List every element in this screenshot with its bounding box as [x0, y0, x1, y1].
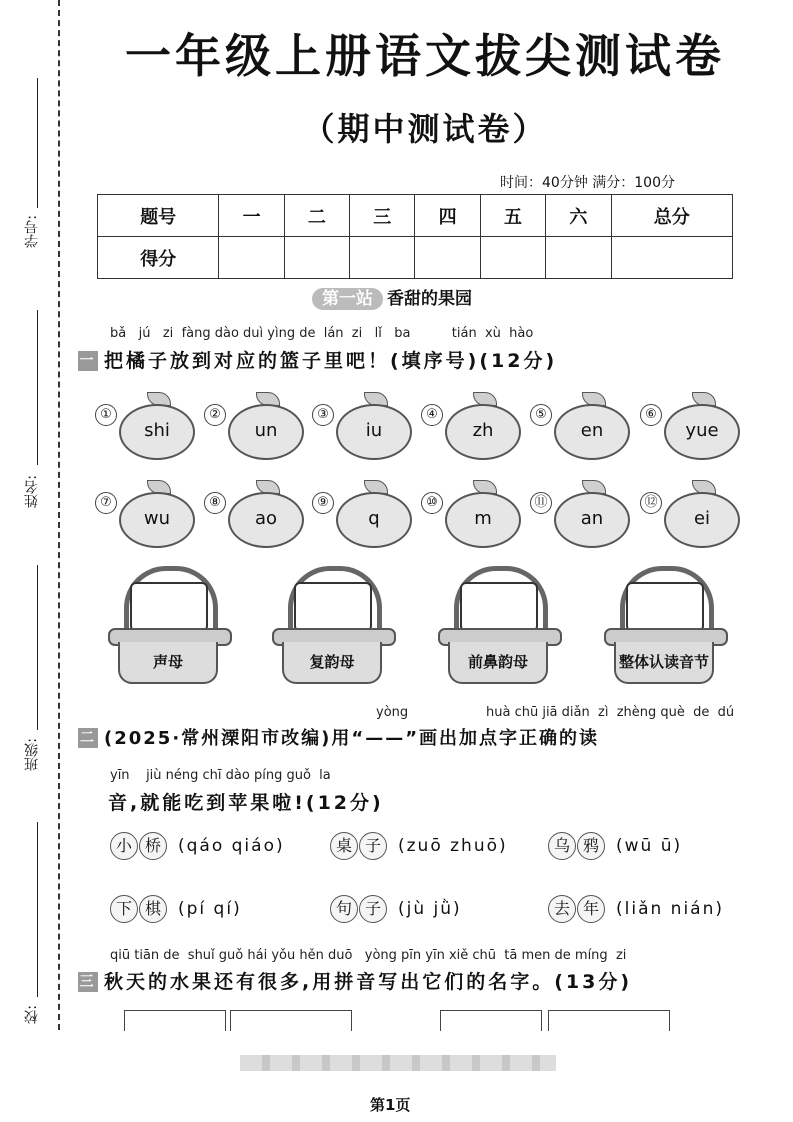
orange-syllable: ao	[228, 492, 304, 548]
pinyin-options[interactable]: (pí qí)	[178, 899, 242, 919]
orange-item	[530, 480, 638, 552]
leaf-word-item	[110, 895, 242, 923]
blurred-watermark	[240, 1055, 556, 1071]
class-line	[37, 565, 38, 730]
basket	[438, 566, 558, 686]
basket	[108, 566, 228, 686]
word-char: 句	[330, 895, 358, 923]
page-number: 第1页	[370, 1096, 411, 1114]
word-char: 桌	[330, 832, 358, 860]
orange-item	[640, 480, 748, 552]
orange-syllable: yue	[664, 404, 740, 460]
orange-number: ③	[312, 404, 334, 426]
q1-number: 一	[79, 353, 97, 369]
student-number-line	[37, 78, 38, 208]
orange-syllable: iu	[336, 404, 412, 460]
orange-syllable: shi	[119, 404, 195, 460]
pinyin-writing-grid[interactable]	[230, 1010, 352, 1031]
word-char: 桥	[139, 832, 167, 860]
score-input-cell[interactable]	[350, 237, 415, 279]
orange-syllable: un	[228, 404, 304, 460]
q2-pinyin-line1: huà chū jiā diǎn zì zhèng què de dú	[486, 705, 735, 720]
orange-item	[312, 392, 420, 464]
q2-number: 二	[80, 730, 96, 746]
station-heading	[312, 284, 472, 309]
orange-number: ④	[421, 404, 443, 426]
score-input-cell[interactable]	[284, 237, 349, 279]
orange-number: ⑫	[640, 492, 662, 514]
word-char: 子	[359, 832, 387, 860]
score-table	[97, 194, 733, 279]
orange-syllable: en	[554, 404, 630, 460]
page-subtitle: （期中测试卷）	[302, 110, 548, 148]
name-label: 姓名:	[24, 475, 40, 508]
orange-number: ⑧	[204, 492, 226, 514]
fruit-picture-box	[124, 1010, 226, 1031]
q3-prompt	[78, 967, 632, 994]
pinyin-options[interactable]: (zuō zhuō)	[398, 836, 508, 856]
table-cell: 六	[546, 195, 611, 237]
pinyin-options[interactable]: (wū ū)	[616, 836, 683, 856]
student-number-label: 学号:	[24, 215, 40, 248]
basket	[604, 566, 724, 686]
orange-item	[530, 392, 638, 464]
orange-item	[312, 480, 420, 552]
orange-number: ⑨	[312, 492, 334, 514]
school-line	[37, 822, 38, 997]
score-table-header-row	[98, 195, 733, 237]
class-label: 班级:	[24, 738, 40, 771]
fruit-picture-box	[440, 1010, 542, 1031]
leaf-word-item	[548, 832, 682, 860]
orange-number: ⑥	[640, 404, 662, 426]
q2-text-line1: (2025·常州溧阳市改编)用“——”画出加点字正确的读	[104, 728, 600, 749]
table-cell: 得分	[98, 237, 219, 279]
word-char: 乌	[548, 832, 576, 860]
pinyin-options[interactable]: (liǎn nián)	[616, 899, 724, 919]
name-line	[37, 310, 38, 465]
basket-label: 整体认读音节	[614, 642, 714, 684]
orange-number: ①	[95, 404, 117, 426]
leaf-word-item	[330, 895, 462, 923]
q2-prompt-line1	[78, 724, 599, 750]
basket-label: 前鼻韵母	[448, 642, 548, 684]
answer-card[interactable]	[460, 582, 538, 632]
orange-syllable: ei	[664, 492, 740, 548]
pinyin-options[interactable]: (jù jǜ)	[398, 899, 462, 919]
station-badge: 第一站	[312, 288, 383, 310]
orange-item	[421, 392, 529, 464]
orange-number: ②	[204, 404, 226, 426]
word-char: 鸦	[577, 832, 605, 860]
q3-pinyin: qiū tiān de shuǐ guǒ hái yǒu hěn duō yòng pīn yīn xiě chū tā men de míng zi	[110, 948, 627, 963]
word-char: 下	[110, 895, 138, 923]
table-cell: 三	[350, 195, 415, 237]
station-name: 香甜的果园	[387, 289, 472, 309]
orange-number: ⑪	[530, 492, 552, 514]
binding-dashed-line	[58, 0, 60, 1030]
q1-prompt	[78, 346, 557, 373]
q1-pinyin: bǎ jú zi fàng dào duì yìng de lán zi lǐ ba tián xù hào	[110, 326, 534, 341]
table-cell: 一	[219, 195, 284, 237]
score-input-cell[interactable]	[415, 237, 480, 279]
table-cell: 五	[480, 195, 545, 237]
orange-item	[204, 480, 312, 552]
q3-text: 秋天的水果还有很多,用拼音写出它们的名字。(13分)	[104, 971, 633, 993]
pinyin-writing-grid[interactable]	[548, 1010, 670, 1031]
score-input-cell[interactable]	[611, 237, 732, 279]
basket	[272, 566, 392, 686]
q2-pinyin-line2: yīn jiù néng chī dào píng guǒ la	[110, 768, 331, 783]
orange-item	[95, 392, 203, 464]
basket-label: 声母	[118, 642, 218, 684]
leaf-word-item	[548, 895, 724, 923]
orange-syllable: m	[445, 492, 521, 548]
leaf-word-item	[330, 832, 508, 860]
word-char: 小	[110, 832, 138, 860]
table-cell: 四	[415, 195, 480, 237]
orange-number: ⑩	[421, 492, 443, 514]
orange-item	[95, 480, 203, 552]
orange-item	[640, 392, 748, 464]
score-table-score-row	[98, 237, 733, 279]
orange-number: ⑦	[95, 492, 117, 514]
orange-syllable: zh	[445, 404, 521, 460]
word-char: 去	[548, 895, 576, 923]
table-cell: 二	[284, 195, 349, 237]
q2-text-line2: 音,就能吃到苹果啦!(12分)	[108, 792, 384, 814]
q1-text: 把橘子放到对应的篮子里吧！(填序号)(12分)	[104, 350, 558, 372]
score-input-cell[interactable]	[219, 237, 284, 279]
word-char: 年	[577, 895, 605, 923]
word-char: 子	[359, 895, 387, 923]
q3-number: 三	[79, 974, 97, 990]
answer-card[interactable]	[626, 582, 704, 632]
basket-label: 复韵母	[282, 642, 382, 684]
table-cell: 题号	[98, 195, 219, 237]
q2-pinyin-yong: yòng	[376, 705, 409, 720]
pinyin-options[interactable]: (qáo qiáo)	[178, 836, 285, 856]
score-input-cell[interactable]	[546, 237, 611, 279]
orange-item	[421, 480, 529, 552]
school-label: 校:	[24, 1005, 40, 1024]
answer-card[interactable]	[130, 582, 208, 632]
orange-number: ⑤	[530, 404, 552, 426]
page-title: 一年级上册语文拔尖测试卷	[125, 29, 725, 83]
orange-syllable: q	[336, 492, 412, 548]
table-cell: 总分	[611, 195, 732, 237]
leaf-word-item	[110, 832, 285, 860]
orange-syllable: an	[554, 492, 630, 548]
orange-item	[204, 392, 312, 464]
word-char: 棋	[139, 895, 167, 923]
score-input-cell[interactable]	[480, 237, 545, 279]
answer-card[interactable]	[294, 582, 372, 632]
time-score-info: 时间：40分钟 满分：100分	[500, 175, 675, 191]
orange-syllable: wu	[119, 492, 195, 548]
